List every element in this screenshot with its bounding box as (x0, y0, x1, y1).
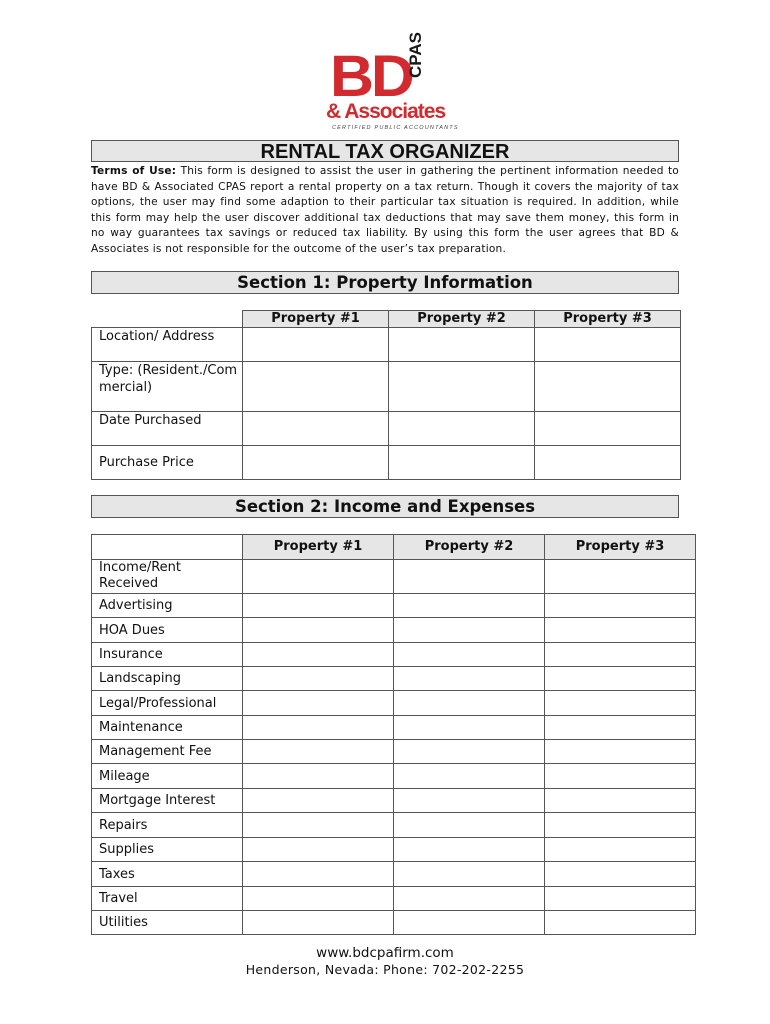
table-row (92, 618, 696, 643)
maintenance-property-3-field[interactable] (545, 716, 696, 740)
table-row (92, 328, 681, 362)
row-label-supplies: Supplies (92, 838, 243, 862)
row-label-management-fee: Management Fee (92, 740, 243, 764)
travel-property-3-field[interactable] (545, 887, 696, 911)
advertising-property-3-field[interactable] (545, 594, 696, 618)
logo-associates-text: & Associates (326, 100, 446, 123)
row-label-legal-professional: Legal/Professional (92, 691, 243, 716)
income-expenses-table (91, 534, 696, 935)
row-label-repairs: Repairs (92, 813, 243, 838)
repairs-property-2-field[interactable] (394, 813, 545, 838)
table-row (92, 862, 696, 887)
management-fee-property-1-field[interactable] (243, 740, 394, 764)
row-label-landscaping: Landscaping (92, 667, 243, 691)
mileage-property-3-field[interactable] (545, 764, 696, 789)
income-rent-received-property-1-field[interactable] (243, 560, 394, 594)
row-label-purchase-price: Purchase Price (92, 446, 243, 480)
mortgage-interest-property-3-field[interactable] (545, 789, 696, 813)
row-label-location: Location/ Address (92, 328, 243, 362)
utilities-property-2-field[interactable] (394, 911, 545, 935)
supplies-property-3-field[interactable] (545, 838, 696, 862)
table-row (92, 643, 696, 667)
insurance-property-1-field[interactable] (243, 643, 394, 667)
table-row (92, 716, 696, 740)
table-row (92, 446, 681, 480)
table-row (92, 813, 696, 838)
taxes-property-3-field[interactable] (545, 862, 696, 887)
insurance-property-2-field[interactable] (394, 643, 545, 667)
maintenance-property-1-field[interactable] (243, 716, 394, 740)
row-label-taxes: Taxes (92, 862, 243, 887)
header-blank-cell (92, 535, 243, 560)
row-label-date-purchased: Date Purchased (92, 412, 243, 446)
row-label-mortgage-interest: Mortgage Interest (92, 789, 243, 813)
row-label-maintenance: Maintenance (92, 716, 243, 740)
table-row (92, 412, 681, 446)
section2-title: Section 2: Income and Expenses (91, 495, 679, 518)
table-row (92, 362, 681, 412)
table-row (92, 667, 696, 691)
hoa-dues-property-2-field[interactable] (394, 618, 545, 643)
logo-bd-text: BD (330, 44, 412, 109)
section1-title: Section 1: Property Information (91, 271, 679, 294)
mileage-property-2-field[interactable] (394, 764, 545, 789)
purchase-price-property-2-field[interactable] (389, 446, 535, 480)
repairs-property-1-field[interactable] (243, 813, 394, 838)
mortgage-interest-property-2-field[interactable] (394, 789, 545, 813)
mileage-property-1-field[interactable] (243, 764, 394, 789)
date-purchased-property-1-field[interactable] (243, 412, 389, 446)
column-header-property-2: Property #2 (394, 535, 545, 560)
purchase-price-property-1-field[interactable] (243, 446, 389, 480)
date-purchased-property-2-field[interactable] (389, 412, 535, 446)
terms-of-use (91, 164, 679, 258)
income-rent-received-property-2-field[interactable] (394, 560, 545, 594)
hoa-dues-property-3-field[interactable] (545, 618, 696, 643)
repairs-property-3-field[interactable] (545, 813, 696, 838)
column-header-property-1: Property #1 (243, 311, 389, 328)
mortgage-interest-property-1-field[interactable] (243, 789, 394, 813)
row-label-income-rent-received: Income/Rent Received (92, 560, 243, 594)
taxes-property-1-field[interactable] (243, 862, 394, 887)
advertising-property-1-field[interactable] (243, 594, 394, 618)
row-label-travel: Travel (92, 887, 243, 911)
property-info-table (91, 310, 681, 480)
purchase-price-property-3-field[interactable] (535, 446, 681, 480)
page-title: RENTAL TAX ORGANIZER (91, 140, 679, 162)
table-row (92, 764, 696, 789)
supplies-property-2-field[interactable] (394, 838, 545, 862)
table-row (92, 911, 696, 935)
insurance-property-3-field[interactable] (545, 643, 696, 667)
table-row (92, 838, 696, 862)
utilities-property-1-field[interactable] (243, 911, 394, 935)
legal-professional-property-1-field[interactable] (243, 691, 394, 716)
row-label-mileage: Mileage (92, 764, 243, 789)
legal-professional-property-2-field[interactable] (394, 691, 545, 716)
advertising-property-2-field[interactable] (394, 594, 545, 618)
table-header-row (92, 535, 696, 560)
type-property-3-field[interactable] (535, 362, 681, 412)
maintenance-property-2-field[interactable] (394, 716, 545, 740)
logo-cpas-text: CPAS (406, 32, 425, 78)
landscaping-property-3-field[interactable] (545, 667, 696, 691)
utilities-property-3-field[interactable] (545, 911, 696, 935)
table-row (92, 594, 696, 618)
legal-professional-property-3-field[interactable] (545, 691, 696, 716)
row-label-type: Type: (Resident./Commercial) (92, 362, 243, 412)
row-label-hoa-dues: HOA Dues (92, 618, 243, 643)
travel-property-2-field[interactable] (394, 887, 545, 911)
header-blank-cell (92, 311, 243, 328)
location-property-3-field[interactable] (535, 328, 681, 362)
column-header-property-3: Property #3 (545, 535, 696, 560)
landscaping-property-2-field[interactable] (394, 667, 545, 691)
column-header-property-3: Property #3 (535, 311, 681, 328)
travel-property-1-field[interactable] (243, 887, 394, 911)
table-row (92, 887, 696, 911)
income-rent-received-property-3-field[interactable] (545, 560, 696, 594)
location-property-1-field[interactable] (243, 328, 389, 362)
table-row (92, 691, 696, 716)
type-property-1-field[interactable] (243, 362, 389, 412)
logo-tagline: CERTIFIED PUBLIC ACCOUNTANTS (332, 125, 459, 131)
column-header-property-2: Property #2 (389, 311, 535, 328)
column-header-property-1: Property #1 (243, 535, 394, 560)
taxes-property-2-field[interactable] (394, 862, 545, 887)
location-property-2-field[interactable] (389, 328, 535, 362)
row-label-advertising: Advertising (92, 594, 243, 618)
landscaping-property-1-field[interactable] (243, 667, 394, 691)
table-row (92, 740, 696, 764)
supplies-property-1-field[interactable] (243, 838, 394, 862)
table-header-row (92, 311, 681, 328)
management-fee-property-2-field[interactable] (394, 740, 545, 764)
row-label-utilities: Utilities (92, 911, 243, 935)
footer-address: Henderson, Nevada: Phone: 702-202-2255 (245, 962, 525, 977)
hoa-dues-property-1-field[interactable] (243, 618, 394, 643)
company-logo (326, 32, 459, 132)
footer-url[interactable]: www.bdcpafirm.com (316, 945, 454, 961)
date-purchased-property-3-field[interactable] (535, 412, 681, 446)
footer (0, 945, 770, 978)
table-row (92, 560, 696, 594)
row-label-insurance: Insurance (92, 643, 243, 667)
terms-label: Terms of Use: (91, 165, 177, 177)
management-fee-property-3-field[interactable] (545, 740, 696, 764)
table-row (92, 789, 696, 813)
terms-text: This form is designed to assist the user in gathering the pertinent information needed to have BD & Associated CPAS report a rental property on a tax return. Though it covers the majority of tax options, the user may find some adaption to their particular tax situation is required. In addition, while this form may help the user discover additional tax deductions that may save them money, this form in no way guarantees tax savings or reduced tax liability. By using this form the user agrees that BD & Associates is not responsible for the outcome of the user’s tax preparation. (91, 165, 679, 255)
type-property-2-field[interactable] (389, 362, 535, 412)
